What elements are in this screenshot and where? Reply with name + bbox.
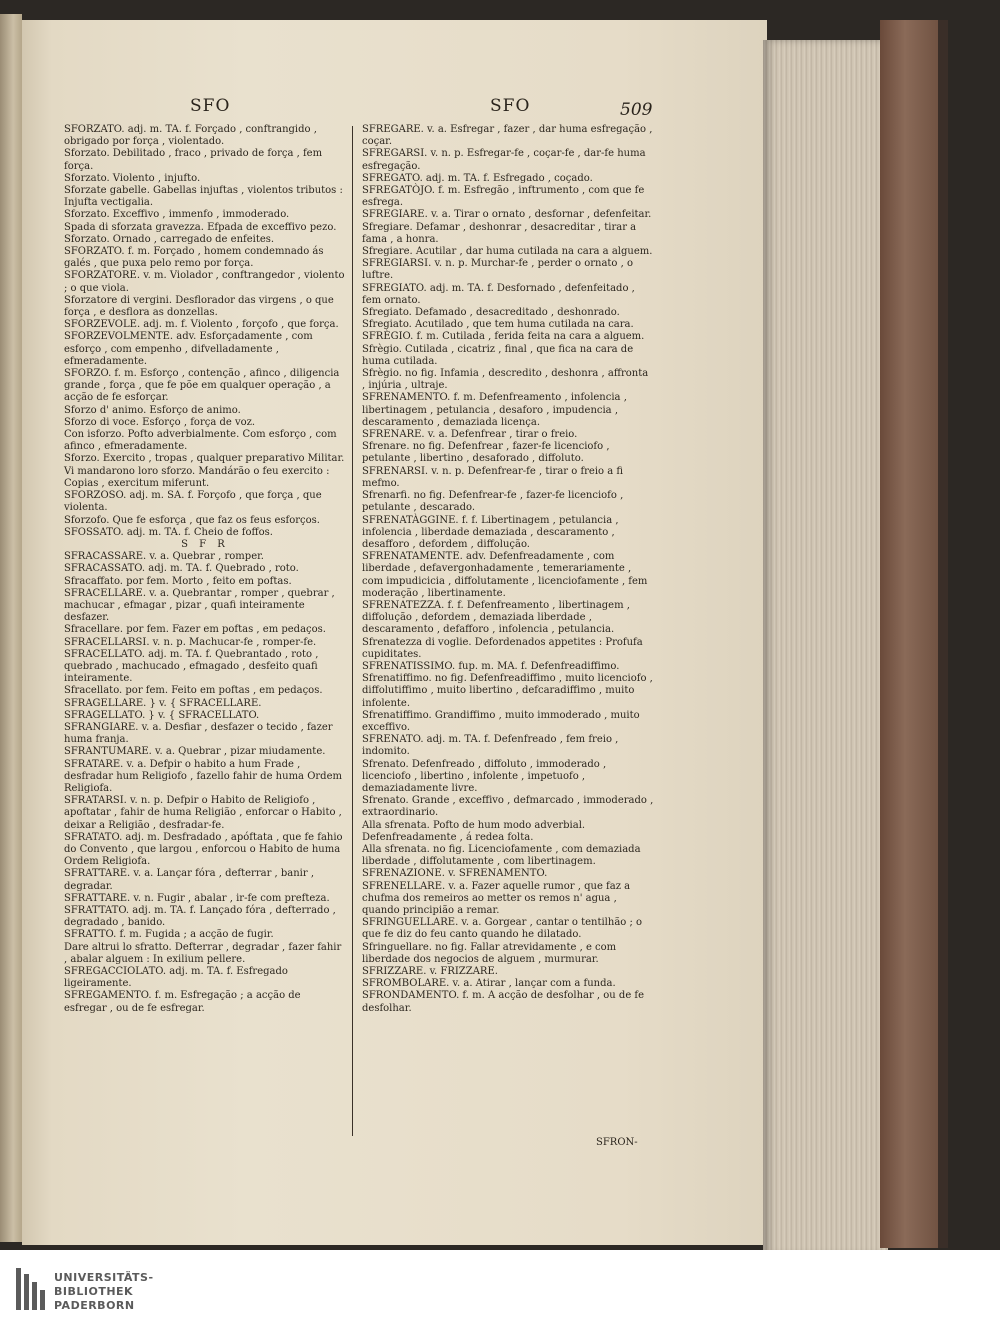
dictionary-entry: SFRATARSI. v. n. p. Defpir o Habito de Religiofo , apoftatar , fahir de huma Religião , enforcar o Habito , deixar a Religião , desfradar-fe. <box>64 795 342 831</box>
dictionary-entry: Sforzato. Ornado , carregado de enfeites. <box>64 233 275 245</box>
dictionary-entry: SFORZATORE. v. m. Violador , conftrangedor , violento ; o que viola. <box>64 270 345 294</box>
dictionary-column-left <box>64 124 346 1015</box>
dictionary-entry: SFREGIATO. adj. m. TA. f. Desfornado , defenfeitado , fem ornato. <box>362 282 635 306</box>
logo-text-line3: PADERBORN <box>54 1299 135 1312</box>
library-logo-icon <box>16 1268 46 1310</box>
dictionary-entry: SFRINGUELLARE. v. a. Gorgear , cantar o tentilhão ; o que fe diz do feu canto quando he dilatado. <box>362 917 643 941</box>
dictionary-entry: SFRATARE. v. a. Defpir o habito a hum Frade , desfradar hum Religiofo , fazello fahir de huma Ordem Religiofa. <box>64 758 342 794</box>
dictionary-entry: SFREGARSI. v. n. p. Esfregar-fe , coçar-fe , dar-fe huma esfregação. <box>362 148 646 172</box>
dictionary-entry: SFORZEVOLE. adj. m. f. Violento , forçofo , que força. <box>64 319 339 331</box>
dictionary-entry: SFRATTATO. adj. m. TA. f. Lançado fóra , defterrado , degradado , banido. <box>64 905 336 929</box>
dictionary-entry: S F R <box>181 538 229 550</box>
page-number: 509 <box>620 100 653 120</box>
column-divider <box>352 126 353 1136</box>
dictionary-entry: SFRACELLARE. v. a. Quebrantar , romper , quebrar , machucar , efmagar , pizar , quafi inteiramente desfazer. <box>64 587 335 624</box>
dictionary-entry: SFRENATO. adj. m. TA. f. Defenfreado , fem freio , indomito. <box>362 734 619 758</box>
dictionary-entry: Sfracellare. por fem. Fazer em poftas , em pedaços. <box>64 624 326 636</box>
dictionary-entry: Sforzato. Exceffivo , immenfo , immoderado. <box>64 209 290 221</box>
dictionary-entry: SFRANTUMARE. v. a. Quebrar , pizar miudamente. <box>64 746 326 758</box>
dictionary-entry: SFREGACCIOLATO. adj. m. TA. f. Esfregado ligeiramente. <box>64 966 288 990</box>
dictionary-entry: SFRENATISSIMO. fup. m. MA. f. Defenfreadiffimo. <box>362 660 620 672</box>
catchword: SFRON- <box>596 1137 638 1148</box>
running-head-right: SFO <box>490 96 531 116</box>
dictionary-entry: SFREGATO. adj. m. TA. f. Esfregado , coçado. <box>362 172 593 184</box>
dictionary-entry: SFROMBOLARE. v. a. Atirar , lançar com a funda. <box>362 978 616 990</box>
dictionary-entry: Sfrenarfi. no fig. Defenfrear-fe , fazer-fe licenciofo , petulante , descarado. <box>362 490 624 514</box>
dictionary-entry: SFORZATO. adj. m. TA. f. Forçado , conftrangido , obrigado por força , violentado. <box>64 124 317 148</box>
dictionary-entry: SFRAGELLATO. } v. { SFRACELLATO. <box>64 709 260 721</box>
dictionary-entry: SFRACELLARSI. v. n. p. Machucar-fe , romper-fe. <box>64 636 317 648</box>
dictionary-entry: Sforzatore di vergini. Desflorador das virgens , o que força , e desflora as donzellas. <box>64 294 334 319</box>
dictionary-entry: SFRATTO. f. m. Fugida ; a acção de fugir. <box>64 929 274 941</box>
dictionary-entry: Sfregiare. Acutilar , dar huma cutilada na cara a alguem. <box>362 246 653 258</box>
dictionary-entry: SFRÈGIO. f. m. Cutilada , ferida feita na cara a alguem. <box>362 331 645 343</box>
dictionary-entry: Sforzato. Debilitado , fraco , privado de força , fem força. <box>64 148 323 172</box>
dictionary-entry: SFORZEVOLMENTE. adv. Esforçadamente , com esforço , com empenho , difvelladamente , efmeradamente. <box>64 331 313 367</box>
dictionary-entry: SFRAGELLARE. } v. { SFRACELLARE. <box>64 697 262 709</box>
dictionary-entry: SFORZATO. f. m. Forçado , homem condemnado ás galés , que puxa pelo remo por força. <box>64 246 324 270</box>
dictionary-entry: SFRACELLATO. adj. m. TA. f. Quebrantado , roto , quebrado , machucado , efmagado , desfeito quafi inteiramente. <box>64 648 319 685</box>
dictionary-entry: SFRENATÀGGINE. f. f. Libertinagem , petulancia , infolencia , liberdade demaziada , descaramento , desafforo , defordem , diffolução. <box>362 514 619 550</box>
dictionary-entry: SFREGATÒJO. f. m. Esfregão , inftrumento , com que fe esfrega. <box>362 185 645 209</box>
dictionary-entry: Sfrenatiffimo. no fig. Defenfreadiffimo , muito licenciofo , diffolutiffimo , muito libertino , defcaradiffimo , muito infolente. <box>362 673 653 709</box>
dictionary-entry: Sforzo. Exercito , tropas , qualquer preparativo Militar. <box>64 453 345 465</box>
dictionary-entry: Sforzato. Violento , injufto. <box>64 172 201 184</box>
dictionary-entry: SFRACASSATO. adj. m. TA. f. Quebrado , roto. <box>64 563 299 575</box>
dictionary-entry: SFRATATO. adj. m. Desfradado , apóftata , que fe fahio do Convento , que largou , enforcou o Habito de huma Ordem Religiofa. <box>64 831 343 868</box>
dictionary-entry: Alla sfrenata. Pofto de hum modo adverbial. Defenfreadamente , á redea folta. <box>362 819 586 843</box>
dictionary-entry: Sforzo di voce. Esforço , força de voz. <box>64 416 256 428</box>
dictionary-entry: Dare altrui lo sfratto. Defterrar , degradar , fazer fahir , abalar alguem : In exilium pellere. <box>64 941 342 965</box>
dictionary-entry: SFRANGIARE. v. a. Desfiar , desfazer o tecido , fazer huma franja. <box>64 721 333 746</box>
dictionary-entry: SFREGARE. v. a. Esfregar , fazer , dar huma esfregação , coçar. <box>362 124 653 148</box>
dictionary-entry: SFREGIARSI. v. n. p. Murchar-fe , perder o ornato , o luftre. <box>362 258 633 282</box>
dictionary-entry: Sfregiare. Defamar , deshonrar , desacreditar , tirar a fama , a honra. <box>362 221 637 245</box>
logo-text-line2: BIBLIOTHEK <box>54 1285 134 1298</box>
dictionary-entry: SFRIZZARE. v. FRIZZARE. <box>362 966 498 978</box>
dictionary-entry: SFRACASSARE. v. a. Quebrar , romper. <box>64 551 264 563</box>
dictionary-entry: Con isforzo. Pofto adverbialmente. Com esforço , com afinco , efmeradamente. <box>64 429 337 453</box>
dictionary-entry: SFOSSATO. adj. m. TA. f. Cheio de foffos. <box>64 526 273 538</box>
page-stack-edges <box>763 40 888 1255</box>
dictionary-entry: SFRENATAMENTE. adv. Defenfreadamente , com liberdade , defavergonhadamente , temerariamente , com impudicicia , diffolutamente , licenciofamente , fem moderação , libertinamente. <box>362 551 648 599</box>
dictionary-entry: Spada di sforzata gravezza. Efpada de exceffivo pezo. <box>64 221 337 233</box>
dictionary-entry: Sforzate gabelle. Gabellas injuftas , violentos tributos : Injufta vectigalia. <box>64 185 343 209</box>
dictionary-entry: SFRENARSI. v. n. p. Defenfrear-fe , tirar o freio a fi mefmo. <box>362 465 624 489</box>
dictionary-entry: Sfracaffato. por fem. Morto , feito em poftas. <box>64 575 292 587</box>
book-cover-edge <box>938 20 948 1248</box>
dictionary-entry: SFRONDAMENTO. f. m. A acção de desfolhar , ou de fe desfolhar. <box>362 990 645 1014</box>
dictionary-entry: Sfringuellare. no fig. Fallar atrevidamente , e com liberdade dos negocios de alguem , murmurar. <box>362 941 617 965</box>
dictionary-entry: Sfracellato. por fem. Feito em poftas , em pedaços. <box>64 685 323 697</box>
dictionary-entry: SFRATTARE. v. a. Lançar fóra , defterrar , banir , degradar. <box>64 868 315 892</box>
dictionary-entry: Sfregiato. Defamado , desacreditado , deshonrado. <box>362 307 620 319</box>
footer-bar <box>0 1250 1000 1330</box>
dictionary-entry: SFRENAZIONE. v. SFRENAMENTO. <box>362 868 548 880</box>
book-cover-board <box>880 20 942 1248</box>
dictionary-entry: Sfrenatezza di voglie. Defordenados appetites : Profufa cupiditates. <box>362 636 643 660</box>
dictionary-column-right <box>362 124 654 1015</box>
dictionary-entry: Sfrègio. Cutilada , cicatriz , final , que fica na cara de huma cutilada. <box>362 343 634 367</box>
dictionary-entry: Sfrenatiffimo. Grandiffimo , muito immoderado , muito exceffivo. <box>362 709 640 733</box>
dictionary-entry: SFORZOSO. adj. m. SA. f. Forçofo , que força , que violenta. <box>64 490 322 514</box>
left-page-edge <box>0 14 22 1242</box>
dictionary-entry: Sfrenato. Grande , exceffivo , defmarcado , immoderado , extraordinario. <box>362 795 654 819</box>
dictionary-entry: SFRENAMENTO. f. m. Defenfreamento , infolencia , libertinagem , petulancia , desaforo , impudencia , descaramento , demaziada licença. <box>362 392 627 428</box>
dictionary-entry: Sfregiato. Acutilado , que tem huma cutilada na cara. <box>362 319 634 331</box>
logo-text-line1: UNIVERSITÄTS- <box>54 1271 154 1284</box>
dictionary-entry: Sfrenare. no fig. Defenfrear , fazer-fe licenciofo , petulante , libertino , desaforado , diffoluto. <box>362 441 610 465</box>
dictionary-entry: Sfrenato. Defenfreado , diffoluto , immoderado , licenciofo , libertino , infolente , impetuofo , demaziadamente livre. <box>362 758 607 794</box>
dictionary-entry: SFREGIARE. v. a. Tirar o ornato , desfornar , defenfeitar. <box>362 209 652 221</box>
dictionary-entry: Sfrègio. no fig. Infamia , descredito , deshonra , affronta , injúria , ultraje. <box>362 368 649 392</box>
dictionary-entry: SFRENARE. v. a. Defenfrear , tirar o freio. <box>362 429 578 441</box>
dictionary-entry: SFRENATEZZA. f. f. Defenfreamento , libertinagem , diffolução , defordem , demaziada liberdade , descaramento , defafforo , infolencia , petulancia. <box>362 599 630 636</box>
dictionary-entry: SFORZO. f. m. Esforço , contenção , afinco , diligencia grande , força , que fe põe em qualquer operação , a acção de fe esforçar. <box>64 368 340 404</box>
dictionary-entry: SFRENELLARE. v. a. Fazer aquelle rumor , que faz a chufma dos remeiros ao metter os remos n' agua , quando principião a remar. <box>362 880 631 916</box>
dictionary-entry: SFREGAMENTO. f. m. Esfregação ; a acção de esfregar , ou de fe esfregar. <box>64 990 301 1014</box>
dictionary-entry: Alla sfrenata. no fig. Licenciofamente , com demaziada liberdade , diffolutamente , com libertinagem. <box>362 843 641 868</box>
running-head-left: SFO <box>190 96 231 116</box>
dictionary-entry: Sforzofo. Que fe esforça , que faz os feus esforços. <box>64 514 320 526</box>
dictionary-entry: SFRATTARE. v. n. Fugir , abalar , ir-fe com prefteza. <box>64 892 330 904</box>
dictionary-entry: Vi mandarono loro sforzo. Mandárão o feu exercito : Copias , exercitum miferunt. <box>64 465 330 489</box>
dictionary-entry: Sforzo d' animo. Esforço de animo. <box>64 404 241 416</box>
